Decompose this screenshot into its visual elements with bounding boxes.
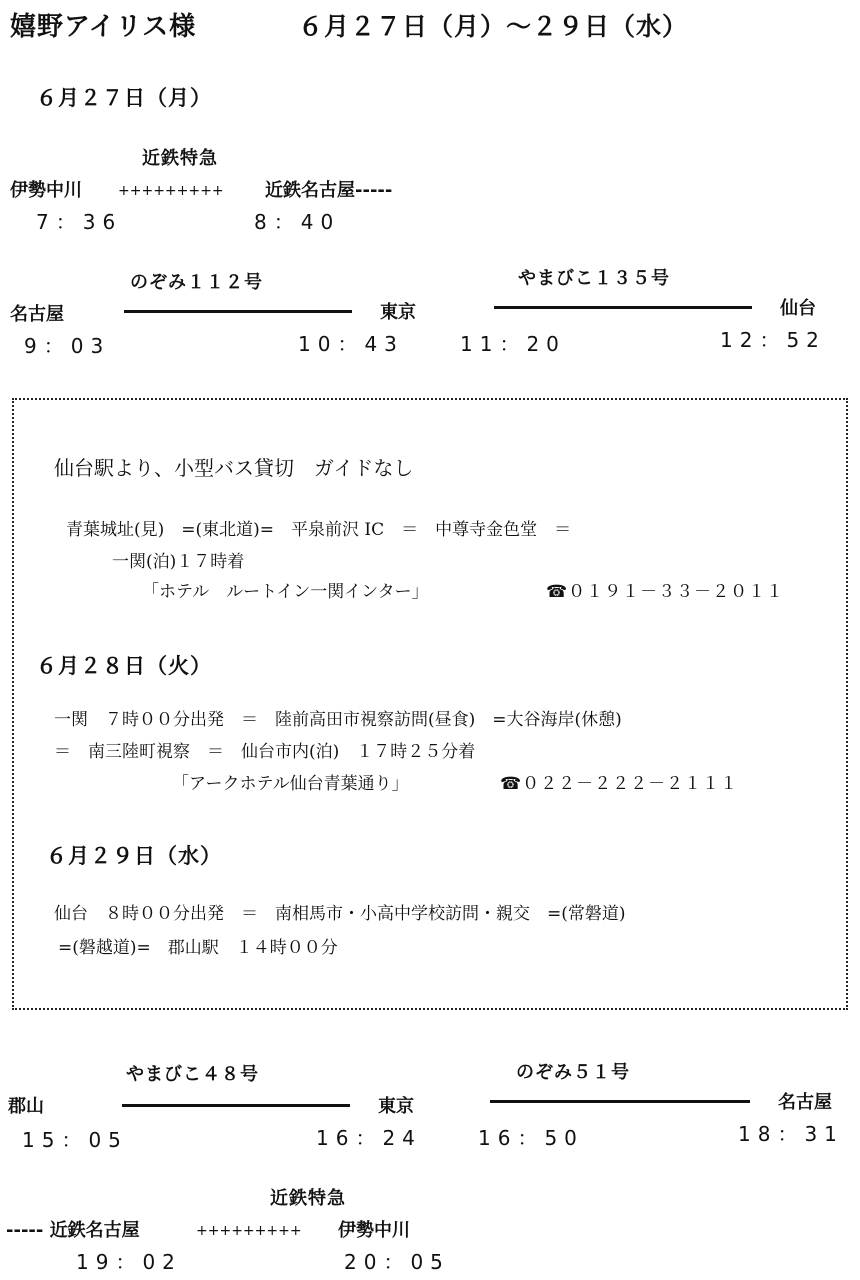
rail-line-kintetsu-2: +++++++++ bbox=[196, 1223, 302, 1239]
page-title: 嬉野アイリス様 bbox=[10, 12, 197, 42]
station-ise-nakagawa: 伊勢中川 bbox=[10, 180, 82, 201]
time-r3: 16：50 bbox=[478, 1126, 584, 1150]
date-range: ６月２７日（月）～２９日（水） bbox=[298, 12, 689, 41]
train-name-nozomi-112: のぞみ１１２号 bbox=[130, 272, 263, 293]
day2-phone: ☎０２２－２２２－２１１１ bbox=[500, 774, 739, 794]
box-intro: 仙台駅より、小型バス貸切 ガイドなし bbox=[54, 456, 414, 480]
time-t1: 9：03 bbox=[24, 334, 111, 358]
time-r-dep: 19：02 bbox=[76, 1250, 182, 1274]
rail-line-shinkansen-2 bbox=[494, 306, 752, 309]
train-name-yamabiko-135: やまびこ１３５号 bbox=[518, 268, 670, 289]
station-tokyo-2: 東京 bbox=[378, 1096, 414, 1117]
day2-route-line2: ＝ 南三陸町視察 ＝ 仙台市内(泊) １７時２５分着 bbox=[54, 742, 476, 762]
day1-phone: ☎０１９１－３３－２０１１ bbox=[546, 582, 785, 602]
day2-hotel: 「アークホテル仙台青葉通り」 bbox=[172, 774, 409, 794]
day3-route-line1: 仙台 ８時００分出発 ＝ 南相馬市・小高中学校訪問・親交 =(常磐道) bbox=[54, 904, 626, 924]
time-dep-1: 7：36 bbox=[36, 210, 123, 234]
train-name-yamabiko-48: やまびこ４８号 bbox=[126, 1064, 259, 1085]
train-name-nozomi-51: のぞみ５１号 bbox=[516, 1062, 630, 1083]
station-ise-nakagawa-2: 伊勢中川 bbox=[338, 1220, 410, 1241]
train-name-kintetsu-1: 近鉄特急 bbox=[142, 148, 218, 169]
day2-date: ６月２８日（火） bbox=[36, 654, 212, 678]
day3-route-line2: =(磐越道)= 郡山駅 １４時００分 bbox=[58, 938, 338, 958]
station-nagoya: 名古屋 bbox=[10, 304, 64, 325]
time-t3: 11：20 bbox=[460, 332, 566, 356]
train-name-kintetsu-2: 近鉄特急 bbox=[270, 1188, 346, 1209]
day1-hotel: 「ホテル ルートイン一関インター」 bbox=[142, 582, 429, 602]
station-nagoya-2: 名古屋 bbox=[778, 1092, 832, 1113]
rail-line-shinkansen-3 bbox=[122, 1104, 350, 1107]
rail-line-kintetsu-1: +++++++++ bbox=[118, 183, 224, 199]
time-r2: 16：24 bbox=[316, 1126, 422, 1150]
rail-line-shinkansen-4 bbox=[490, 1100, 750, 1103]
station-sendai: 仙台 bbox=[780, 298, 816, 319]
rail-line-shinkansen-1 bbox=[124, 310, 352, 313]
day1-route-line1: 青葉城址(見) =(東北道)= 平泉前沢 IC ＝ 中尊寺金色堂 ＝ bbox=[66, 520, 572, 540]
time-t4: 12：52 bbox=[720, 328, 826, 352]
time-r1: 15：05 bbox=[22, 1128, 128, 1152]
time-r4: 18：31 bbox=[738, 1122, 844, 1146]
station-koriyama: 郡山 bbox=[8, 1096, 44, 1117]
day3-date: ６月２９日（水） bbox=[46, 844, 222, 868]
day2-route-line1: 一関 ７時００分出発 ＝ 陸前高田市視察訪問(昼食) =大谷海岸(休憩) bbox=[54, 710, 622, 730]
time-r-arr: 20：05 bbox=[344, 1250, 450, 1274]
station-kintetsu-nagoya-2: ----- 近鉄名古屋 bbox=[6, 1220, 140, 1241]
station-kintetsu-nagoya: 近鉄名古屋----- bbox=[265, 180, 393, 201]
day1-route-line2: 一関(泊)１７時着 bbox=[112, 552, 245, 572]
time-t2: 10：43 bbox=[298, 332, 404, 356]
time-arr-1: 8：40 bbox=[254, 210, 341, 234]
station-tokyo-1: 東京 bbox=[380, 302, 416, 323]
day1-date: ６月２７日（月） bbox=[36, 86, 212, 110]
